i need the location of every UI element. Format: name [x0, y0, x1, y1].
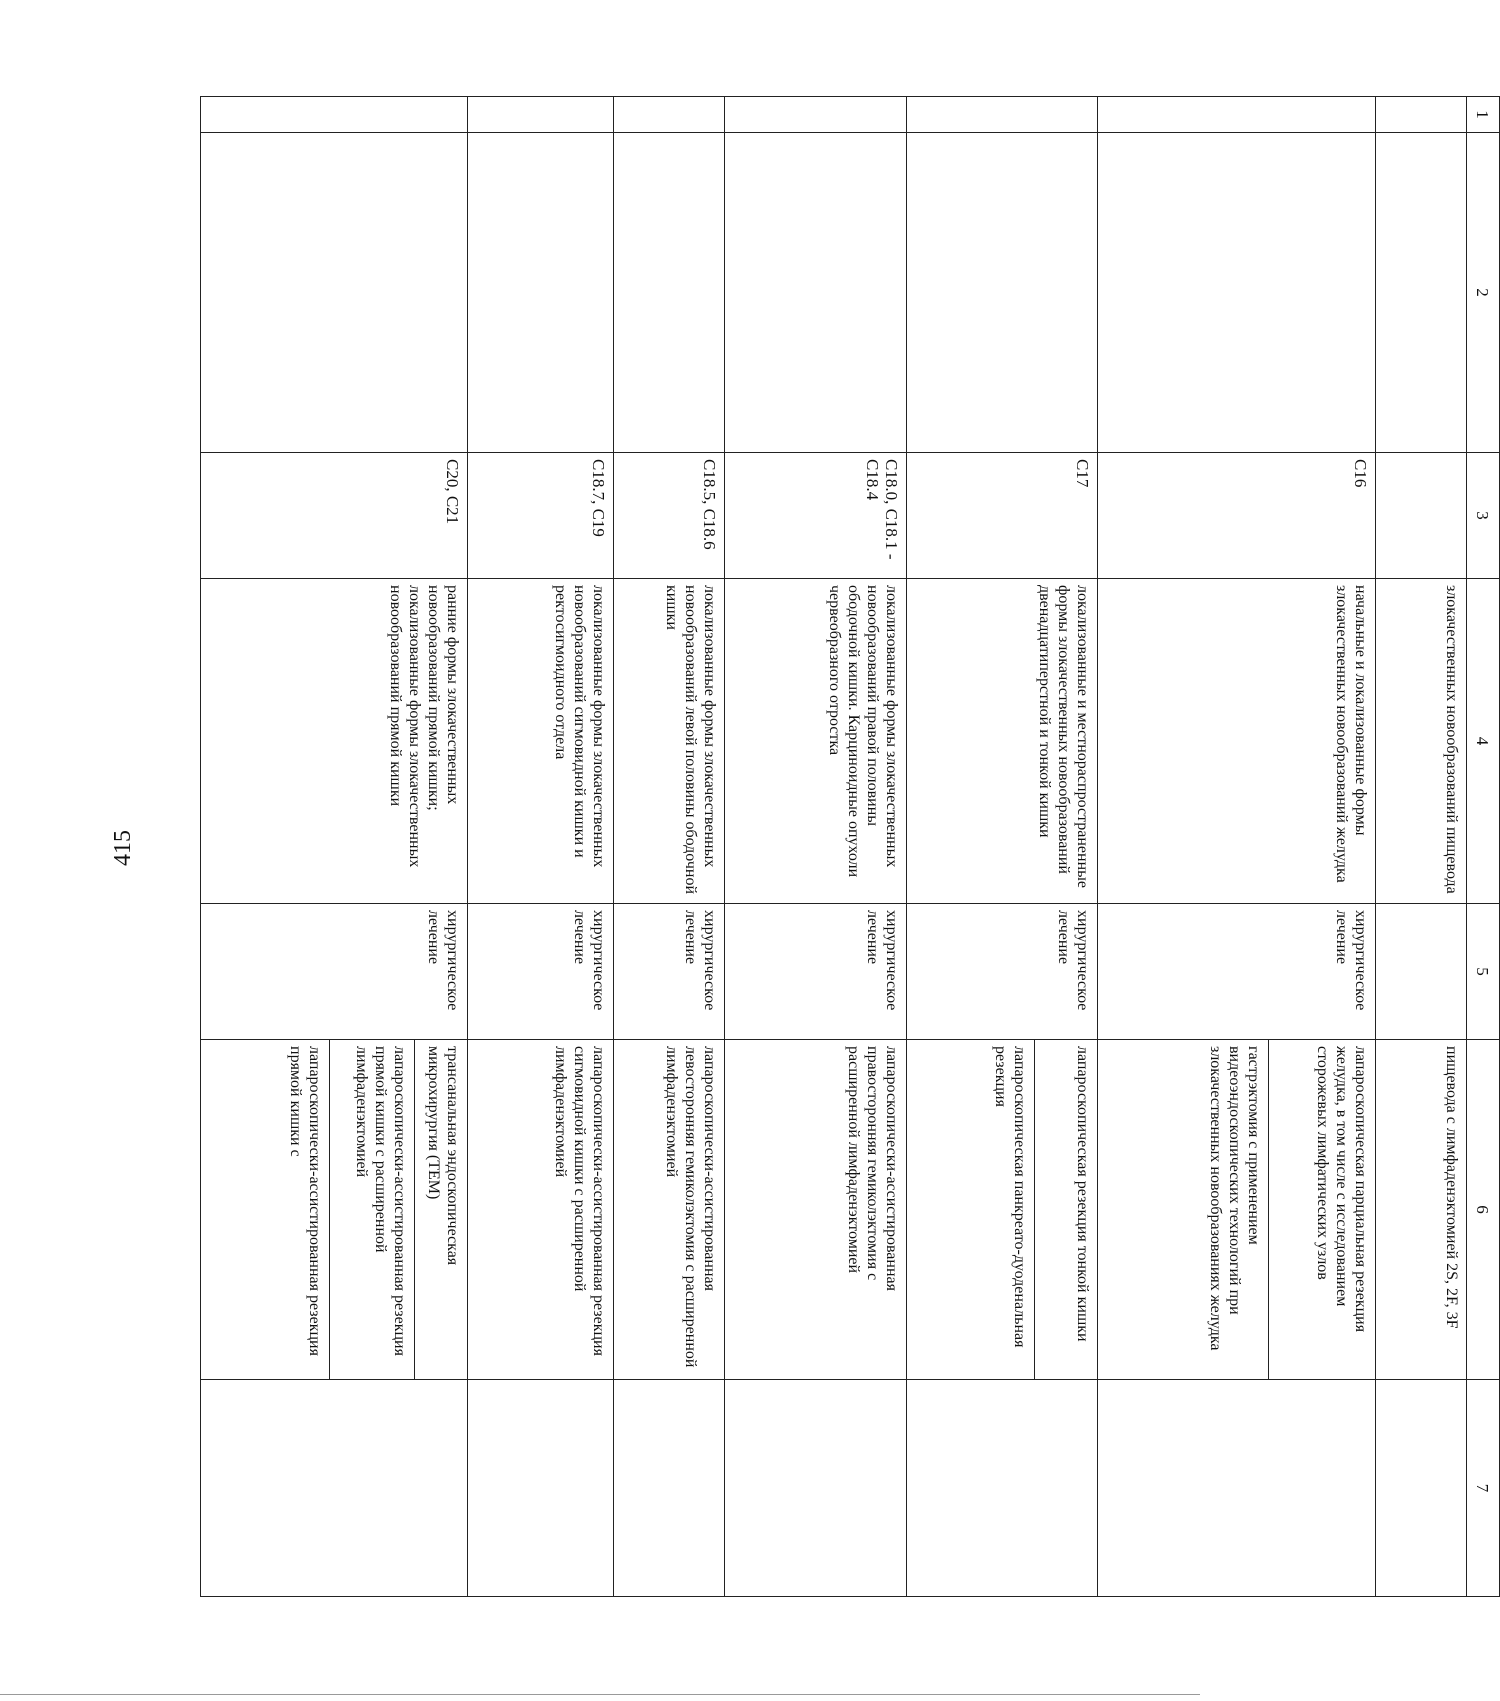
cell-treatment-type: хирургическое лечение [1098, 904, 1375, 1040]
cell-col1 [725, 97, 906, 133]
cell-methods [1375, 1040, 1466, 1380]
cell-col1 [201, 97, 468, 133]
table-row [468, 97, 614, 1597]
method-item: лапароскопически-ассистированная правосторонняя гемиколэктомия с расширенной лимфаденэктомией [844, 1046, 900, 1291]
method-item: лапароскопически-ассистированная резекция сигмовидной кишки с расширенной лимфаденэктомией [551, 1046, 607, 1356]
method-item: лапароскопически-ассистированная резекция прямой кишки с расширенной лимфаденэктомией [329, 1040, 414, 1379]
column-header: 1 [1467, 97, 1500, 133]
cell-col7 [725, 1380, 906, 1597]
column-header: 6 [1467, 1040, 1500, 1380]
cell-methods [613, 1040, 724, 1380]
cell-diagnosis: локализованные и местнораспространенные формы злокачественных новообразований двенадцатиперстной и тонкой кишки [906, 579, 1097, 904]
method-item: лапароскопическая резекция тонкой кишки [1034, 1040, 1097, 1379]
table-row [1098, 97, 1375, 1597]
medical-procedures-table [200, 96, 1500, 1597]
column-header: 3 [1467, 453, 1500, 579]
cell-col7 [613, 1380, 724, 1597]
table-row [1375, 97, 1466, 1597]
cell-col7 [1098, 1380, 1375, 1597]
cell-methods [468, 1040, 614, 1380]
cell-col1 [468, 97, 614, 133]
method-item: лапароскопически-ассистированная резекция прямой кишки с [287, 1046, 324, 1356]
cell-col2 [1098, 133, 1375, 453]
cell-col1 [906, 97, 1097, 133]
cell-col1 [613, 97, 724, 133]
cell-diagnosis: злокачественных новообразований пищевода [1375, 579, 1466, 904]
column-header: 4 [1467, 579, 1500, 904]
method-item: трансанальная эндоскопическая микрохирургия (TEM) [414, 1040, 467, 1379]
cell-treatment-type: хирургическое лечение [613, 904, 724, 1040]
cell-col7 [1375, 1380, 1466, 1597]
cell-diagnosis: локализованные формы злокачественных новообразований правой половины ободочной кишки. Карциноидные опухоли червеобразного отростка [725, 579, 906, 904]
cell-icd-code: C18.7, C19 [468, 453, 614, 579]
method-item: пищевода с лимфаденэктомией 2S, 2F, 3F [1443, 1046, 1460, 1329]
cell-methods [1098, 1040, 1375, 1380]
method-item: лапароскопическая парциальная резекция желудка, в том числе с исследованием сторожевых лимфатических узлов [1268, 1040, 1375, 1379]
scan-edge-line [0, 1694, 1200, 1695]
cell-col2 [201, 133, 468, 453]
table-row [201, 97, 468, 1597]
column-header: 7 [1467, 1380, 1500, 1597]
table-header-row [1467, 97, 1500, 1597]
cell-col7 [906, 1380, 1097, 1597]
cell-treatment-type: хирургическое лечение [725, 904, 906, 1040]
page-number: 415 [110, 830, 136, 866]
method-item: гастрэктомия с применением видеоэндоскопических технологий при злокачественных новообразованиях желудка [1206, 1046, 1262, 1351]
cell-col2 [468, 133, 614, 453]
cell-diagnosis: ранние формы злокачественных новообразований прямой кишки; локализованные формы злокачественных новообразований прямой кишки [201, 579, 468, 904]
column-header: 2 [1467, 133, 1500, 453]
cell-diagnosis: начальные и локализованные формы злокачественных новообразований желудка [1098, 579, 1375, 904]
cell-treatment-type: хирургическое лечение [906, 904, 1097, 1040]
column-header: 5 [1467, 904, 1500, 1040]
cell-treatment-type: хирургическое лечение [468, 904, 614, 1040]
cell-icd-code: C17 [906, 453, 1097, 579]
cell-methods [201, 1040, 468, 1380]
cell-treatment-type: хирургическое лечение [201, 904, 468, 1040]
cell-icd-code: C20, C21 [201, 453, 468, 579]
cell-col2 [613, 133, 724, 453]
cell-diagnosis: локализованные формы злокачественных новообразований сигмовидной кишки и ректосигмоидного отдела [468, 579, 614, 904]
cell-methods [725, 1040, 906, 1380]
table-row [906, 97, 1097, 1597]
cell-col2 [906, 133, 1097, 453]
cell-treatment-type [1375, 904, 1466, 1040]
table-row [613, 97, 724, 1597]
cell-col7 [201, 1380, 468, 1597]
cell-icd-code: C18.5, C18.6 [613, 453, 724, 579]
cell-icd-code [1375, 453, 1466, 579]
cell-methods [906, 1040, 1097, 1380]
table-row [725, 97, 906, 1597]
cell-diagnosis: локализованные формы злокачественных новообразований левой половины ободочной кишки [613, 579, 724, 904]
method-item: лапароскопически-ассистированная левосторонняя гемиколэктомия с расширенной лимфаденэктомией [663, 1046, 719, 1368]
cell-col1 [1375, 97, 1466, 133]
cell-col2 [725, 133, 906, 453]
cell-col7 [468, 1380, 614, 1597]
cell-col1 [1098, 97, 1375, 133]
method-item: лапароскопическая панкреато-дуоденальная резекция [992, 1046, 1029, 1348]
cell-col2 [1375, 133, 1466, 453]
cell-icd-code: C16 [1098, 453, 1375, 579]
cell-icd-code: C18.0, C18.1 - C18.4 [725, 453, 906, 579]
